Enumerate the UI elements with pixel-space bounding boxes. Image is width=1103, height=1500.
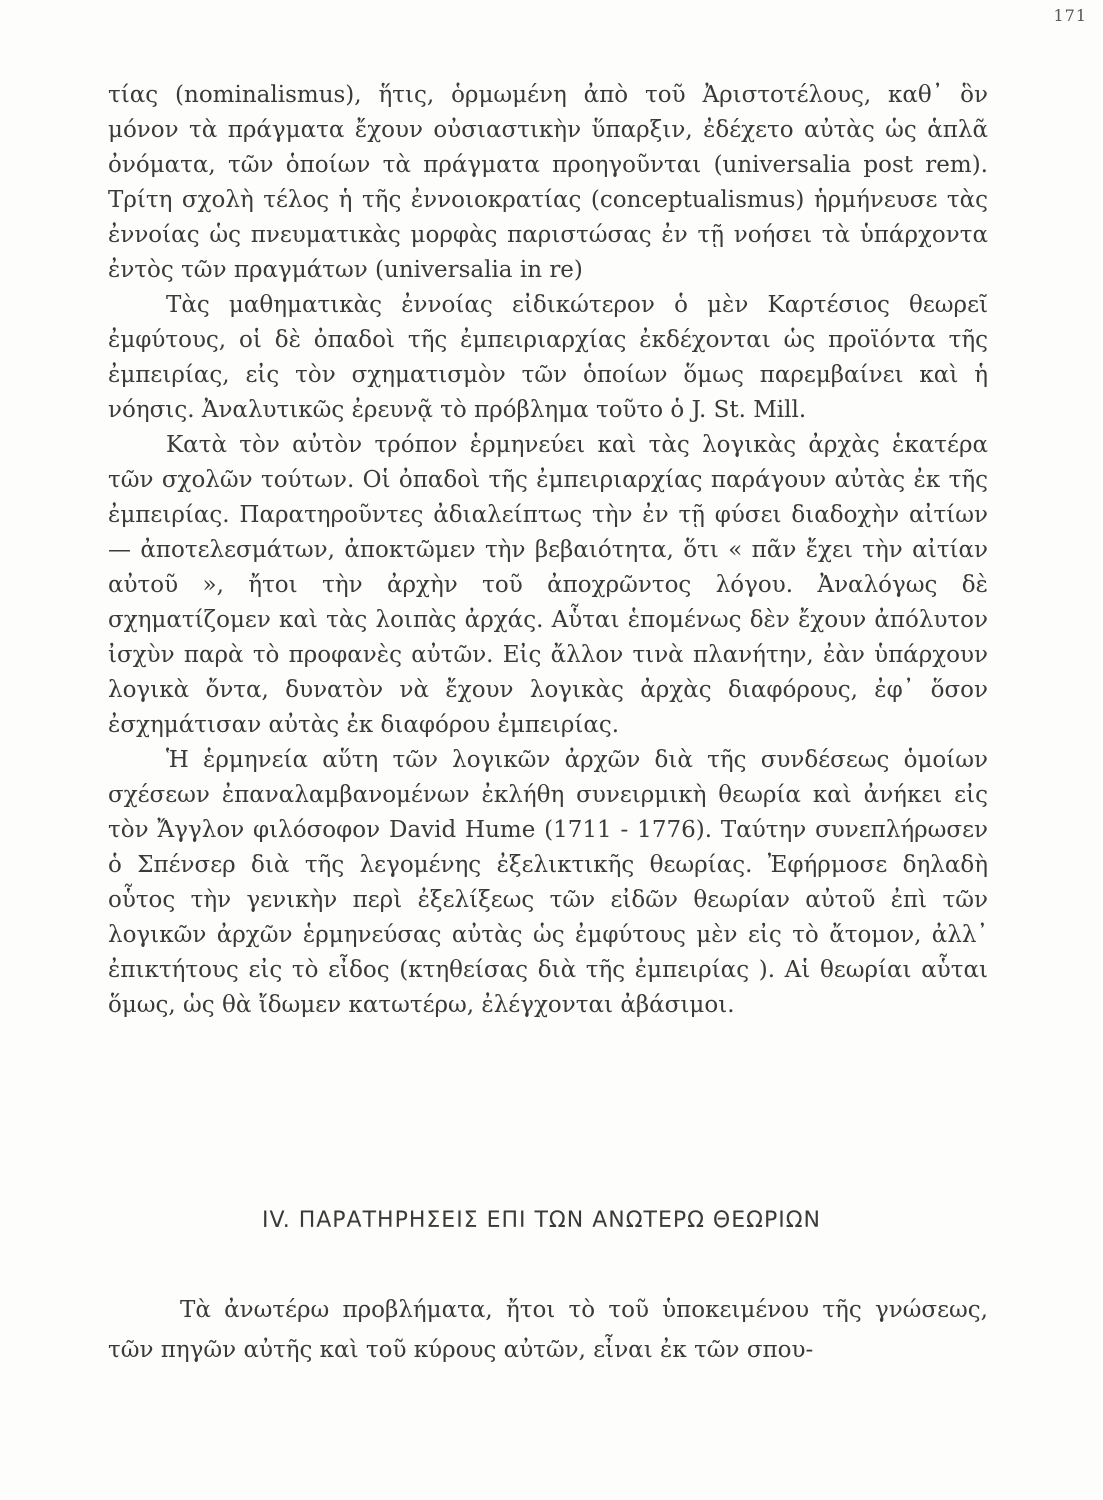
final-text — [108, 1290, 988, 1370]
paragraph-1: τίας (nominalismus), ἥτις, ὁρμωμένη ἀπὸ τοῦ Ἀριστοτέλους, καθ᾽ ὃν μόνον τὰ πράγματα ἔχουν οὐσιαστικὴν ὕπαρξιν, ἐδέχετο αὐτὰς ὡς ἁπλᾶ ὀνόματα, τῶν ὁποίων τὰ πράγματα προηγοῦνται (universalia post rem). Τρίτη σχολὴ τέλος ἡ τῆς ἐννοιοκρατίας (conceptualismus) ἡρμήνευσε τὰς ἐννοίας ὡς πνευματικὰς μορφὰς παριστώσας ἐν τῇ νοήσει τὰ ὑπάρχοντα ἐντὸς τῶν πραγμάτων (universalia in re) — [108, 82, 988, 283]
page-number: 171 — [1053, 6, 1087, 25]
paragraph-2: Τὰς μαθηματικὰς ἐννοίας εἰδικώτερον ὁ μὲν Καρτέσιος θεωρεῖ ἐμφύτους, οἱ δὲ ὀπαδοὶ τῆς ἐμπειριαρχίας ἐκδέχονται ὡς προϊόντα τῆς ἐμπειρίας, εἰς τὸν σχηματισμὸν τῶν ὁποίων ὅμως παρεμβαίνει καὶ ἡ νόησις. Ἀναλυτικῶς ἐρευνᾷ τὸ πρόβλημα τοῦτο ὁ J. St. Mill. — [108, 292, 988, 423]
section-heading: IV. ΠΑΡΑΤΗΡΗΣΕΙΣ ΕΠΙ ΤΩΝ ΑΝΩΤΕΡΩ ΘΕΩΡΙΩΝ — [262, 1208, 821, 1233]
paragraph-3: Κατὰ τὸν αὐτὸν τρόπον ἑρμηνεύει καὶ τὰς λογικὰς ἀρχὰς ἑκατέρα τῶν σχολῶν τούτων. Οἱ ὀπαδοὶ τῆς ἐμπειριαρχίας παράγουν αὐτὰς ἐκ τῆς ἐμπειρίας. Παρατηροῦντες ἀδιαλείπτως τὴν ἐν τῇ φύσει διαδοχὴν αἰτίων — ἀποτελεσμάτων, ἀποκτῶμεν τὴν βεβαιότητα, ὅτι « πᾶν ἔχει τὴν αἰτίαν αὐτοῦ », ἤτοι τὴν ἀρχὴν τοῦ ἀποχρῶντος λόγου. Ἀναλόγως δὲ σχηματίζομεν καὶ τὰς λοιπὰς ἀρχάς. Αὗται ἑπομένως δὲν ἔχουν ἀπόλυτον ἰσχὺν παρὰ τὸ προφανὲς αὐτῶν. Εἰς ἄλλον τινὰ πλανήτην, ἐὰν ὑπάρχουν λογικὰ ὄντα, δυνατὸν νὰ ἔχουν λογικὰς ἀρχὰς διαφόρους, ἐφ᾽ ὅσον ἐσχημάτισαν αὐτὰς ἐκ διαφόρου ἐμπειρίας. — [108, 432, 988, 738]
paragraph-4: Ἡ ἑρμηνεία αὕτη τῶν λογικῶν ἀρχῶν διὰ τῆς συνδέσεως ὁμοίων σχέσεων ἐπαναλαμβανομένων ἐκλήθη συνειρμικὴ θεωρία καὶ ἀνήκει εἰς τὸν Ἄγγλον φιλόσοφον David Hume (1711 - 1776). Ταύτην συνεπλήρωσεν ὁ Σπένσερ διὰ τῆς λεγομένης ἐξελικτικῆς θεωρίας. Ἐφήρμοσε δηλαδὴ οὗτος τὴν γενικὴν περὶ ἐξελίξεως τῶν εἰδῶν θεωρίαν αὐτοῦ ἐπὶ τῶν λογικῶν ἀρχῶν ἑρμηνεύσας αὐτὰς ὡς ἐμφύτους μὲν εἰς τὸ ἄτομον, ἀλλ᾽ ἐπικτήτους εἰς τὸ εἶδος (κτηθείσας διὰ τῆς ἐμπειρίας ). Αἱ θεωρίαι αὗται ὅμως, ὡς θὰ ἴδωμεν κατωτέρω, ἐλέγχονται ἀβάσιμοι. — [108, 747, 988, 1018]
paragraph-5: Τὰ ἀνωτέρω προβλήματα, ἤτοι τὸ τοῦ ὑποκειμένου τῆς γνώσεως, τῶν πηγῶν αὐτῆς καὶ τοῦ κύρους αὐτῶν, εἶναι ἐκ τῶν σπου- — [108, 1297, 988, 1363]
body-text — [108, 78, 988, 1023]
